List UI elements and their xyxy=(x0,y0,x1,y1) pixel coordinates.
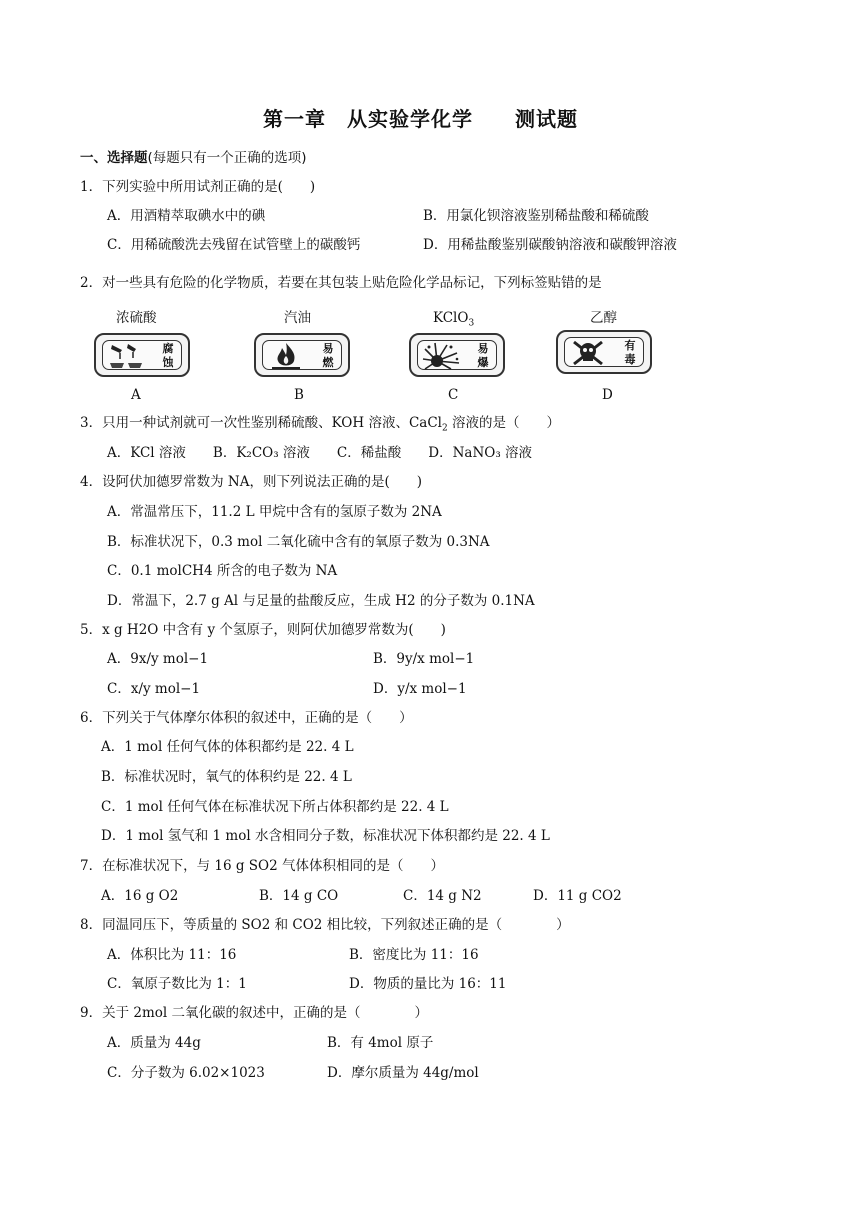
q9-stem: 9．关于 2mol 二氧化碳的叙述中，正确的是（ ） xyxy=(80,1005,429,1021)
q1-option-b: B．用氯化钡溶液鉴别稀盐酸和稀硫酸 xyxy=(423,208,649,224)
q9-option-c: C．分子数为 6.02×1023 xyxy=(107,1065,265,1081)
sign-text-a: 腐蚀 xyxy=(162,342,174,369)
corrosive-icon xyxy=(106,341,146,371)
q6-option-d: D．1 mol 氢气和 1 mol 水含相同分子数，标准状况下体积都约是 22. 4 L xyxy=(101,828,550,844)
q8-option-b: B．密度比为 11：16 xyxy=(349,947,479,963)
q4-option-c: C．0.1 molCH4 所含的电子数为 NA xyxy=(107,563,338,579)
page-title: 第一章 从实验学化学 测试题 xyxy=(263,107,578,131)
q7-option-d: D．11 g CO2 xyxy=(533,888,622,904)
section-title: 一、选择题 xyxy=(80,150,148,166)
hazard-sign-d xyxy=(556,330,652,374)
q6-option-b: B．标准状况时，氧气的体积约是 22. 4 L xyxy=(101,769,352,785)
sign-text-d: 有毒 xyxy=(624,339,636,366)
hazard-sign-c xyxy=(409,333,505,377)
q3-stem: 3．只用一种试剂就可一次性鉴别稀硫酸、KOH 溶液、CaCl$_2$ 溶液的是（ ） xyxy=(80,415,560,434)
sign-text-b: 易燃 xyxy=(322,342,334,369)
label-letter-c: C xyxy=(448,387,459,403)
section-heading xyxy=(80,152,307,166)
hazard-sign-a xyxy=(94,333,190,377)
q5-option-d: D．y/x mol−1 xyxy=(373,681,467,697)
q1-stem: 1．下列实验中所用试剂正确的是( ) xyxy=(80,179,316,195)
q5-option-b: B．9y/x mol−1 xyxy=(373,651,475,667)
label-name-c: KClO$_3$ xyxy=(433,310,475,329)
q3-options: A．KCl 溶液 B．K₂CO₃ 溶液 C．稀盐酸 D．NaNO₃ 溶液 xyxy=(107,445,533,461)
q7-option-c: C．14 g N2 xyxy=(403,888,482,904)
q5-option-a: A．9x/y mol−1 xyxy=(107,651,209,667)
label-name-a: 浓硫酸 xyxy=(116,310,157,326)
q4-option-b: B．标准状况下，0.3 mol 二氧化硫中含有的氧原子数为 0.3NA xyxy=(107,534,490,550)
q2-stem: 2．对一些具有危险的化学物质，若要在其包装上贴危险化学品标记，下列标签贴错的是 xyxy=(80,275,602,291)
skull-icon xyxy=(568,338,608,368)
section-note: (每题只有一个正确的选项) xyxy=(147,150,307,166)
q5-option-c: C．x/y mol−1 xyxy=(107,681,201,697)
label-letter-a: A xyxy=(131,387,141,403)
q5-stem: 5．x g H2O 中含有 y 个氢原子，则阿伏加德罗常数为( ) xyxy=(80,622,446,638)
q8-option-a: A．体积比为 11：16 xyxy=(107,947,237,963)
q6-stem: 6．下列关于气体摩尔体积的叙述中，正确的是（ ） xyxy=(80,710,413,726)
q8-option-c: C．氧原子数比为 1：1 xyxy=(107,976,247,992)
q1-option-a: A．用酒精萃取碘水中的碘 xyxy=(107,208,266,224)
label-letter-d: D xyxy=(602,387,613,403)
label-name-b: 汽油 xyxy=(284,310,311,326)
label-name-d: 乙醇 xyxy=(590,310,617,326)
q4-option-d: D．常温下，2.7 g Al 与足量的盐酸反应，生成 H2 的分子数为 0.1NA xyxy=(107,593,535,609)
q7-option-b: B．14 g CO xyxy=(259,888,339,904)
label-letter-b: B xyxy=(294,387,304,403)
q9-option-b: B．有 4mol 原子 xyxy=(327,1035,434,1051)
q4-option-a: A．常温常压下，11.2 L 甲烷中含有的氢原子数为 2NA xyxy=(107,504,442,520)
q8-option-d: D．物质的量比为 16：11 xyxy=(349,976,507,992)
q1-option-c: C．用稀硫酸洗去残留在试管壁上的碳酸钙 xyxy=(107,237,361,253)
q8-stem: 8．同温同压下，等质量的 SO2 和 CO2 相比较，下列叙述正确的是（ ） xyxy=(80,917,570,933)
q7-option-a: A．16 g O2 xyxy=(101,888,179,904)
q9-option-a: A．质量为 44g xyxy=(107,1035,201,1051)
q1-option-d: D．用稀盐酸鉴别碳酸钠溶液和碳酸钾溶液 xyxy=(423,237,677,253)
hazard-sign-b xyxy=(254,333,350,377)
q9-option-d: D．摩尔质量为 44g/mol xyxy=(327,1065,479,1081)
explosion-icon xyxy=(421,341,461,371)
q4-stem: 4．设阿伏加德罗常数为 NA，则下列说法正确的是( ) xyxy=(80,474,422,490)
flame-icon xyxy=(266,341,306,371)
q6-option-c: C．1 mol 任何气体在标准状况下所占体积都约是 22. 4 L xyxy=(101,799,449,815)
q7-stem: 7．在标准状况下，与 16 g SO2 气体体积相同的是（ ） xyxy=(80,858,444,874)
sign-text-c: 易爆 xyxy=(477,342,489,369)
q6-option-a: A．1 mol 任何气体的体积都约是 22. 4 L xyxy=(101,739,354,755)
